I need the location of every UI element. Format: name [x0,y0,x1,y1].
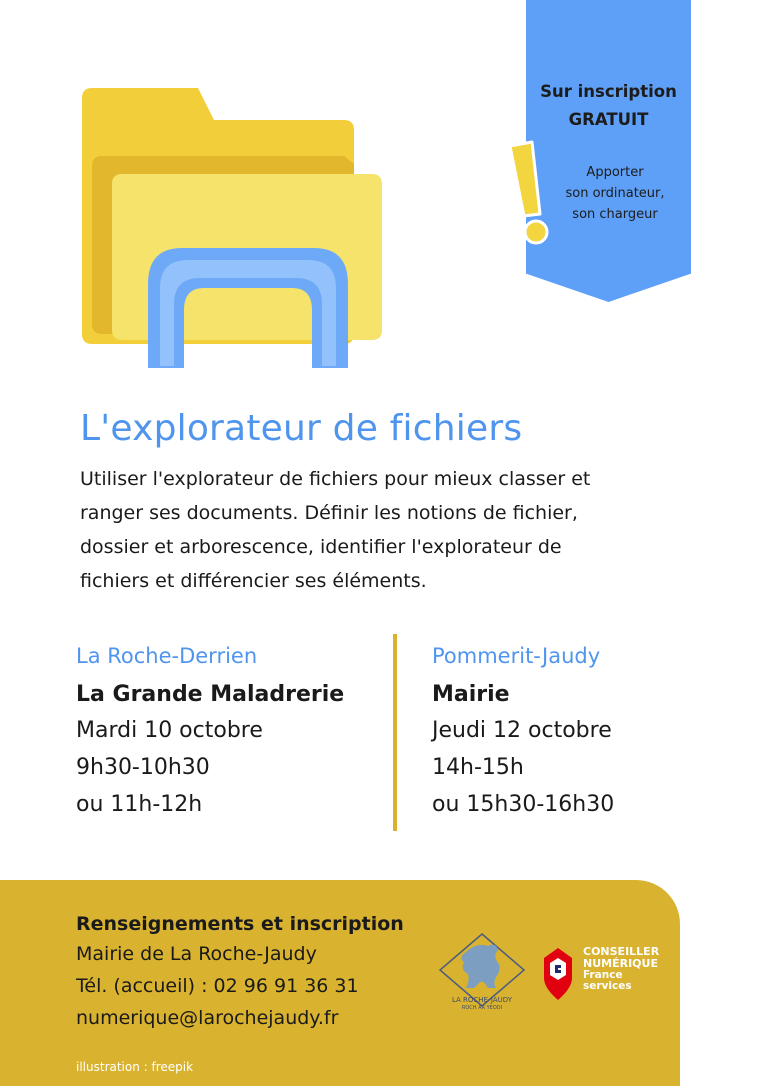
badge-note-line: Apporter [586,165,644,180]
badge-note-line: son ordinateur, [565,186,665,201]
badge-note [540,162,690,225]
page-title: L'explorateur de fichiers [80,408,523,449]
description [80,462,690,598]
logo-roche-jaudy-sub: ROCH AR YEODI [461,1005,503,1011]
description-line: ranger ses documents. Définir les notions de fichier, [80,502,578,524]
session-date: Mardi 10 octobre [76,718,263,743]
session-date: Jeudi 12 octobre [432,718,612,743]
contact-email: numerique@larochejaudy.fr [76,1007,339,1029]
badge-line-registration: Sur inscription [540,82,677,101]
column-divider [393,634,397,831]
session-la-roche-derrien [76,640,386,823]
logo-cn-line: CONSEILLER [583,945,660,958]
description-line: Utiliser l'explorateur de fichiers pour mieux classer et [80,468,591,490]
contact-info [76,910,476,1034]
session-place: Mairie [432,682,510,707]
badge-title [526,78,691,134]
description-line: fichiers et différencier ses éléments. [80,570,427,592]
description-line: dossier et arborescence, identifier l'explorateur de [80,536,562,558]
badge-line-free: GRATUIT [568,110,649,129]
folder-icon [78,84,388,374]
logo-cn-line: NUMÉRIQUE [583,957,658,970]
session-pommerit-jaudy [432,640,732,823]
badge-note-line: son chargeur [572,207,658,222]
session-time: 14h-15h [432,755,524,780]
session-time-alt: ou 15h30-16h30 [432,792,615,817]
contact-title: Renseignements et inscription [76,913,404,935]
session-time: 9h30-10h30 [76,755,210,780]
exclamation-icon [500,140,560,250]
logo-conseiller-numerique [583,946,673,992]
session-time-alt: ou 11h-12h [76,792,203,817]
logo-cn-line: France [583,969,623,981]
session-town: La Roche-Derrien [76,644,258,668]
contact-phone: Tél. (accueil) : 02 96 91 36 31 [76,975,359,997]
session-town: Pommerit-Jaudy [432,644,601,668]
contact-mairie: Mairie de La Roche-Jaudy [76,943,317,965]
session-place: La Grande Maladrerie [76,682,345,707]
logo-cn-line: services [583,980,632,992]
illustration-credit: illustration : freepik [76,1060,194,1074]
logo-roche-jaudy-name: LA ROCHE-JAUDY [451,996,513,1004]
map-pin-icon [542,946,574,1002]
